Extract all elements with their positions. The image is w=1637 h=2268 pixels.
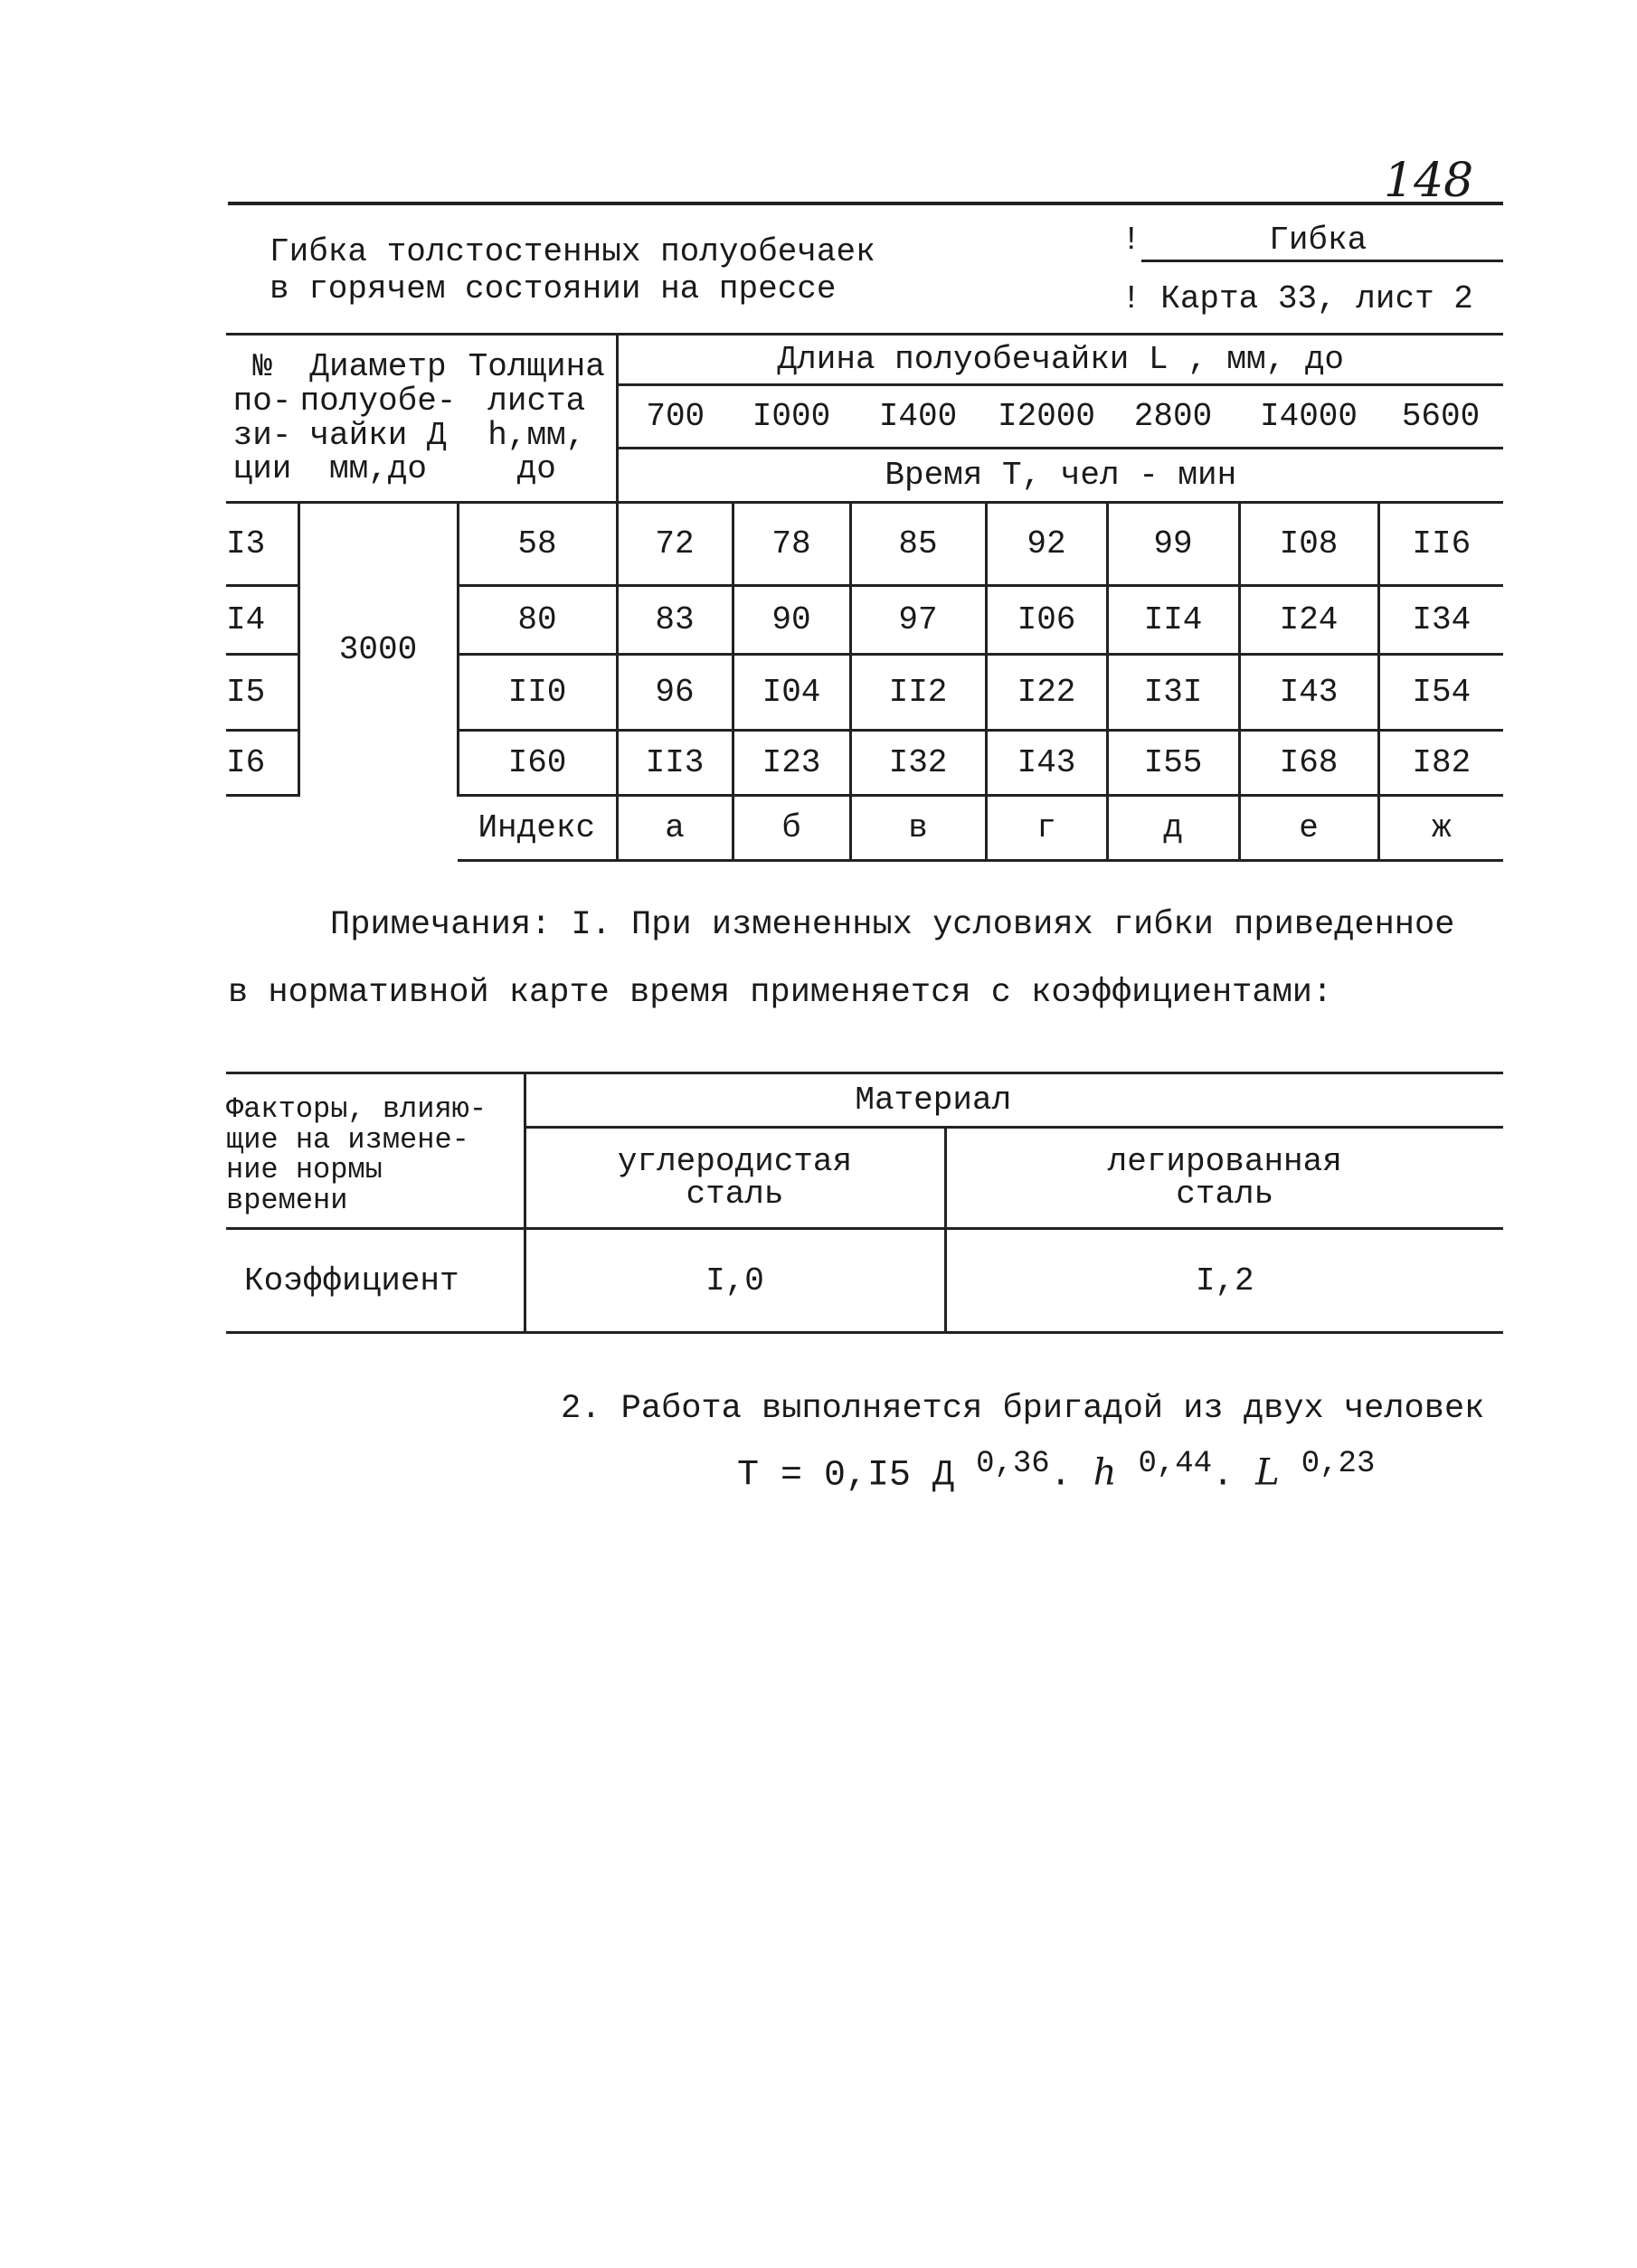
index-cell: д <box>1107 796 1239 861</box>
note-1-line-2: в нормативной карте время применяется с коэффициентами: <box>228 974 1333 1012</box>
time-cell: I43 <box>1239 655 1378 731</box>
note-1-line-1: Примечания: I. При измененных условиях гибки приведенное <box>330 906 1455 944</box>
length-1400: I400 <box>850 385 986 449</box>
index-cell: а <box>617 796 733 861</box>
time-header: Время Т, чел - мин <box>617 449 1503 503</box>
section-name <box>1121 222 1501 259</box>
time-cell: I3I <box>1107 655 1239 731</box>
position-cell: I4 <box>226 586 298 655</box>
time-cell: II3 <box>617 731 733 796</box>
card-title <box>270 233 875 308</box>
index-cell: б <box>733 796 850 861</box>
time-cell: 78 <box>733 503 850 586</box>
length-2000: I2000 <box>986 385 1107 449</box>
index-cell: ж <box>1378 796 1503 861</box>
note-2: 2. Работа выполняется бригадой из двух человек <box>561 1390 1485 1428</box>
time-formula: Т = 0,I5 Д $^{0,36}$. h $^{0,44}$. L $^{0,23}$ <box>737 1447 1376 1497</box>
carbon-steel-header: углеродистая сталь <box>525 1128 945 1229</box>
position-header: № по- зи- ции <box>226 335 298 503</box>
time-cell: I34 <box>1378 586 1503 655</box>
thickness-cell: 80 <box>458 586 617 655</box>
time-cell: I68 <box>1239 731 1378 796</box>
time-cell: I55 <box>1107 731 1239 796</box>
time-cell: I04 <box>733 655 850 731</box>
length-header: Длина полуобечайки L , мм, до <box>617 335 1503 385</box>
section-underline <box>1141 260 1503 262</box>
variable-l: L <box>1255 1451 1280 1494</box>
position-cell: I3 <box>226 503 298 586</box>
card-label: Карта 33, лист 2 <box>1160 280 1473 317</box>
separator-mark: ! <box>1121 280 1141 317</box>
material-header: Материал <box>525 1073 1503 1128</box>
thickness-header: Толщина листа h,мм, до <box>458 335 617 503</box>
index-cell: г <box>986 796 1107 861</box>
time-cell: 99 <box>1107 503 1239 586</box>
alloy-steel-header: легированная сталь <box>945 1128 1503 1229</box>
factors-header: Факторы, влияю- щие на измене- ние нормы времени <box>226 1073 525 1229</box>
page-number: 148 <box>1384 154 1474 208</box>
time-cell: I06 <box>986 586 1107 655</box>
index-cell: в <box>850 796 986 861</box>
time-cell: I22 <box>986 655 1107 731</box>
coefficient-table <box>226 1072 1503 1334</box>
time-cell: I43 <box>986 731 1107 796</box>
time-cell: I54 <box>1378 655 1503 731</box>
index-cell: е <box>1239 796 1378 861</box>
variable-h: h <box>1093 1451 1117 1494</box>
length-2800: 2800 <box>1107 385 1239 449</box>
exponent-l: 0,23 <box>1301 1447 1376 1481</box>
section-label: Гибка <box>1269 222 1367 259</box>
length-4000: I4000 <box>1239 385 1378 449</box>
time-cell: I82 <box>1378 731 1503 796</box>
index-label: Индекс <box>458 796 617 861</box>
top-rule <box>228 202 1503 205</box>
card-title-line-1: Гибка толстостенных полуобечаек <box>270 233 875 270</box>
card-title-line-2: в горячем состоянии на прессе <box>270 270 837 308</box>
carbon-steel-coefficient: I,0 <box>525 1229 945 1333</box>
length-700: 700 <box>617 385 733 449</box>
diameter-cell: 3000 <box>298 503 458 796</box>
time-cell: 83 <box>617 586 733 655</box>
diameter-header: Диаметр полуобе- чайки Д мм,до <box>298 335 458 503</box>
time-cell: 85 <box>850 503 986 586</box>
position-cell: I5 <box>226 655 298 731</box>
norm-table <box>226 333 1503 862</box>
position-cell: I6 <box>226 731 298 796</box>
coefficient-label: Коэффициент <box>226 1229 525 1333</box>
alloy-steel-coefficient: I,2 <box>945 1229 1503 1333</box>
card-number <box>1121 280 1473 317</box>
time-cell: II4 <box>1107 586 1239 655</box>
time-cell: 96 <box>617 655 733 731</box>
time-cell: II6 <box>1378 503 1503 586</box>
exponent-h: 0,44 <box>1138 1447 1213 1481</box>
exponent-d: 0,36 <box>976 1447 1050 1481</box>
separator-mark: ! <box>1121 222 1141 259</box>
time-cell: I23 <box>733 731 850 796</box>
length-1000: I000 <box>733 385 850 449</box>
formula-prefix: Т = 0,I5 Д <box>737 1455 955 1497</box>
time-cell: I32 <box>850 731 986 796</box>
time-cell: 97 <box>850 586 986 655</box>
time-cell: II2 <box>850 655 986 731</box>
time-cell: 90 <box>733 586 850 655</box>
length-5600: 5600 <box>1378 385 1503 449</box>
thickness-cell: 58 <box>458 503 617 586</box>
thickness-cell: II0 <box>458 655 617 731</box>
time-cell: I24 <box>1239 586 1378 655</box>
time-cell: 92 <box>986 503 1107 586</box>
time-cell: 72 <box>617 503 733 586</box>
time-cell: I08 <box>1239 503 1378 586</box>
thickness-cell: I60 <box>458 731 617 796</box>
